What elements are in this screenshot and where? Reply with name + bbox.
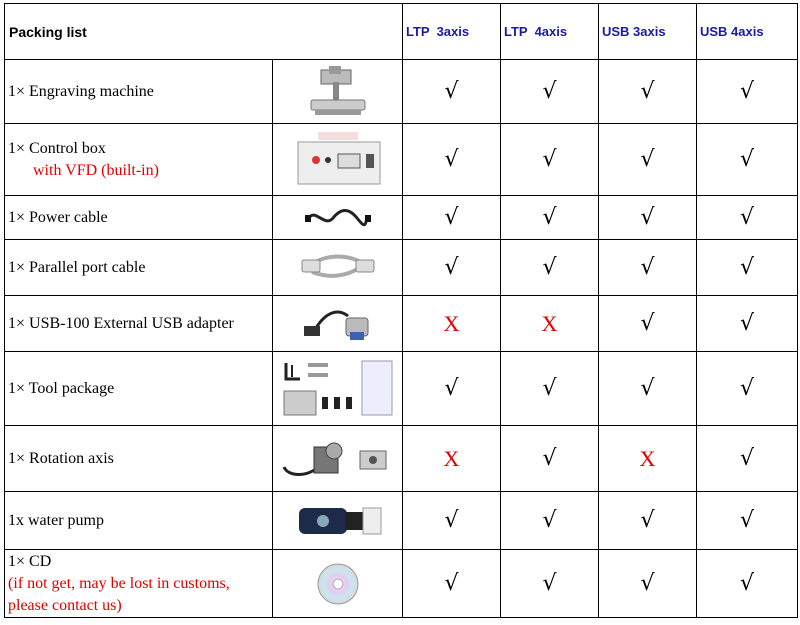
mark-cell: √: [501, 240, 599, 296]
mark-cell: √: [501, 124, 599, 196]
table-row: [5, 296, 798, 352]
engraving-machine-image: [273, 60, 403, 124]
mark-cell: X: [599, 426, 697, 492]
mark-cell: √: [501, 492, 599, 550]
table-row: [5, 240, 798, 296]
mark-cell: √: [697, 196, 798, 240]
mark-cell: √: [599, 196, 697, 240]
mark-cell: √: [403, 60, 501, 124]
header-row: [5, 4, 798, 60]
table-row: [5, 492, 798, 550]
mark-cell: √: [599, 240, 697, 296]
col-ltp-4axis: LTP 4axis: [501, 4, 599, 60]
mark-cell: √: [599, 60, 697, 124]
power-cable-image: [273, 196, 403, 240]
col-usb-4axis: USB 4axis: [697, 4, 798, 60]
item-name: 1× USB-100 External USB adapter: [8, 314, 234, 332]
item-name: 1× Tool package: [8, 379, 115, 397]
mark-cell: √: [697, 60, 798, 124]
mark-cell: √: [599, 550, 697, 618]
mark-cell: √: [599, 296, 697, 352]
usb-adapter-image: [273, 296, 403, 352]
item-name: 1× CD: [8, 552, 52, 570]
parallel-cable-image: [273, 240, 403, 296]
mark-cell: √: [697, 240, 798, 296]
mark-cell: X: [403, 296, 501, 352]
mark-cell: √: [403, 492, 501, 550]
item-note: (if not get, may be lost in customs,: [8, 574, 230, 592]
table-row: [5, 352, 798, 426]
rotation-axis-image: [273, 426, 403, 492]
item-label: [5, 124, 273, 196]
mark-cell: √: [599, 124, 697, 196]
item-label: [5, 296, 273, 352]
control-box-image: [273, 124, 403, 196]
table-row: [5, 426, 798, 492]
col-ltp-3axis: LTP 3axis: [403, 4, 501, 60]
mark-cell: √: [403, 196, 501, 240]
mark-cell: √: [403, 550, 501, 618]
mark-cell: √: [403, 352, 501, 426]
table-row: [5, 60, 798, 124]
table-row: [5, 550, 798, 618]
mark-cell: √: [403, 124, 501, 196]
mark-cell: X: [403, 426, 501, 492]
item-name: 1× Rotation axis: [8, 449, 114, 467]
item-label: [5, 352, 273, 426]
item-name: 1× Parallel port cable: [8, 258, 146, 276]
item-label: [5, 426, 273, 492]
mark-cell: X: [501, 296, 599, 352]
mark-cell: √: [599, 352, 697, 426]
table-row: [5, 196, 798, 240]
cd-image: [273, 550, 403, 618]
mark-cell: √: [403, 240, 501, 296]
item-name: 1× Power cable: [8, 208, 108, 226]
item-label: [5, 60, 273, 124]
tool-package-image: [273, 352, 403, 426]
item-name: 1× Control box: [8, 139, 106, 157]
item-label: [5, 196, 273, 240]
item-name: 1x water pump: [8, 511, 104, 529]
mark-cell: √: [697, 492, 798, 550]
mark-cell: √: [501, 60, 599, 124]
item-name: 1× Engraving machine: [8, 82, 154, 100]
mark-cell: √: [501, 550, 599, 618]
item-label: [5, 492, 273, 550]
packing-list-table: [4, 3, 798, 618]
water-pump-image: [273, 492, 403, 550]
mark-cell: √: [501, 426, 599, 492]
table-row: [5, 124, 798, 196]
mark-cell: √: [697, 352, 798, 426]
mark-cell: √: [697, 426, 798, 492]
mark-cell: √: [501, 196, 599, 240]
mark-cell: √: [697, 550, 798, 618]
item-label: [5, 240, 273, 296]
mark-cell: √: [501, 352, 599, 426]
packing-list-title: Packing list: [5, 4, 403, 60]
mark-cell: √: [697, 296, 798, 352]
item-note: with VFD (built-in): [33, 161, 159, 179]
item-label: [5, 550, 273, 618]
mark-cell: √: [599, 492, 697, 550]
col-usb-3axis: USB 3axis: [599, 4, 697, 60]
mark-cell: √: [697, 124, 798, 196]
item-note: please contact us): [8, 596, 122, 614]
